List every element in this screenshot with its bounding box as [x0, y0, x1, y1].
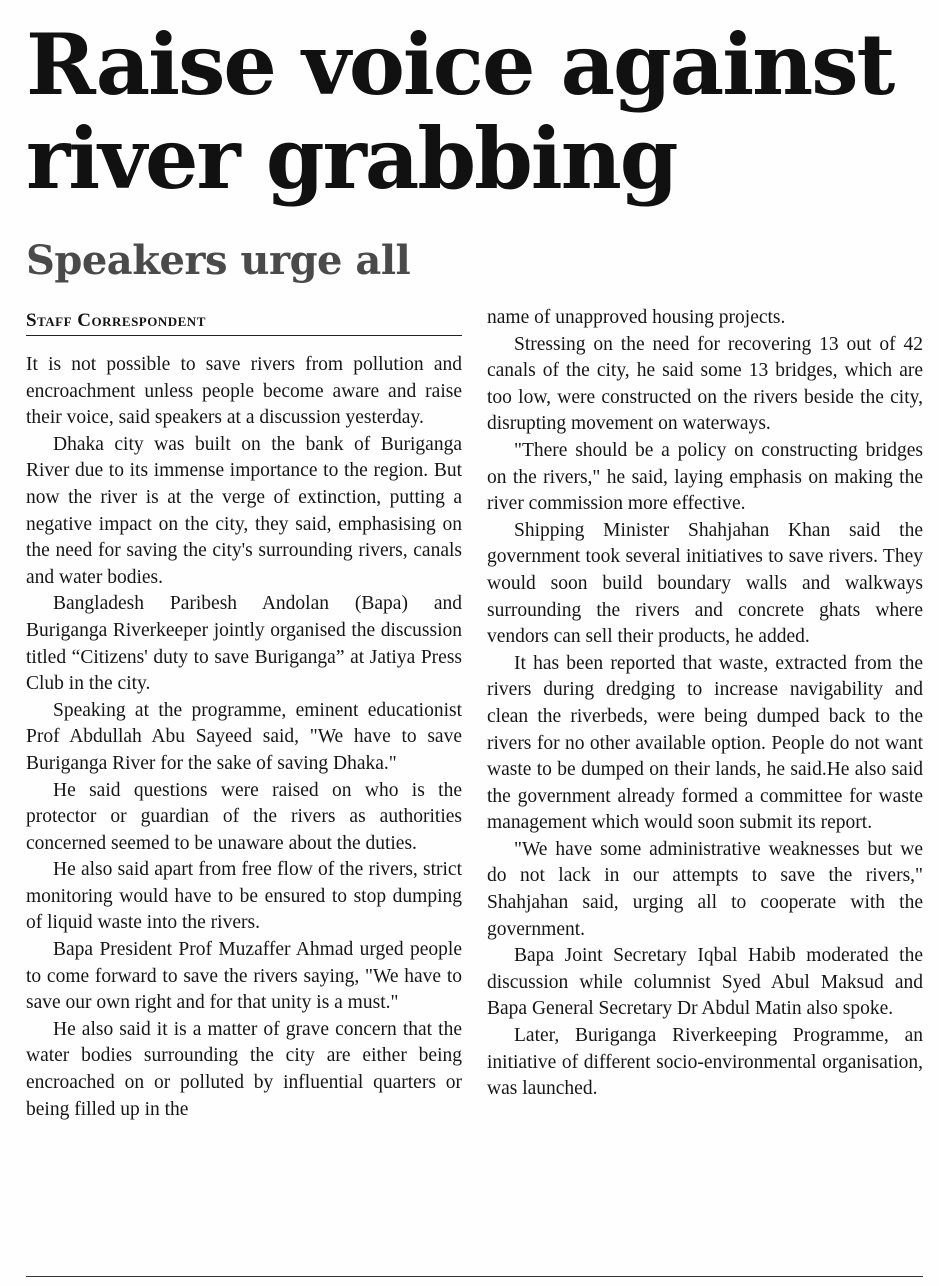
right-column [487, 305, 923, 1103]
paragraph: Stressing on the need for recovering 13 out of 42 canals of the city, he said some 13 bridges, which are too low, were constructed on the rivers beside the city, disrupting movement on waterways. [487, 333, 923, 435]
paragraph: It is not possible to save rivers from pollution and encroachment unless people become aware and raise their voice, said speakers at a discussion yesterday. [26, 354, 462, 429]
bottom-rule [26, 1276, 923, 1277]
paragraph: Bapa President Prof Muzaffer Ahmad urged people to come forward to save the rivers saying, "We have to save our own right and for that unity is a must." [26, 939, 462, 1014]
byline-text: Staff Correspondent [26, 310, 206, 331]
paragraph: Speaking at the programme, eminent educationist Prof Abdullah Abu Sayeed said, "We have to save Buriganga River for the sake of saving Dhaka." [26, 699, 462, 774]
paragraph: Dhaka city was built on the bank of Buriganga River due to its immense importance to the region. But now the river is at the verge of extinction, putting a negative impact on the city, they said, emphasising on the need for saving the city's surrounding rivers, canals and water bodies. [26, 433, 462, 588]
paragraph: Bangladesh Paribesh Andolan (Bapa) and Buriganga Riverkeeper jointly organised the discussion titled “Citizens' duty to save Buriganga” at Jatiya Press Club in the city. [26, 593, 462, 695]
paragraph: It has been reported that waste, extracted from the rivers during dredging to increase navigability and clean the riverbeds, were being dumped back to the rivers for no other available option. People do not want waste to be dumped on their lands, he said.He also said the government already formed a committee for waste management which would soon submit its report. [487, 652, 923, 834]
paragraph: "We have some administrative weaknesses but we do not lack in our attempts to save the rivers," Shahjahan said, urging all to cooperate with the government. [487, 838, 923, 940]
byline [26, 309, 462, 336]
headline-line-1: Raise voice against [26, 15, 894, 114]
paragraph: He said questions were raised on who is the protector or guardian of the rivers as authorities concerned seemed to be unaware about the duties. [26, 779, 462, 854]
paragraph: He also said it is a matter of grave concern that the water bodies surrounding the city are either being encroached on or polluted by influential quarters or being filled up in the [26, 1018, 462, 1120]
paragraph: Shipping Minister Shahjahan Khan said the government took several initiatives to save rivers. They would soon build boundary walls and walkways surrounding the rivers and concrete ghats where vendors can sell their products, he added. [487, 519, 923, 648]
paragraph: "There should be a policy on constructing bridges on the rivers," he said, laying emphasis on making the river commission more effective. [487, 439, 923, 515]
left-column [26, 352, 462, 1123]
headline-line-2: river grabbing [26, 109, 677, 208]
paragraph: He also said apart from free flow of the rivers, strict monitoring would have to be ensured to stop dumping of liquid waste into the rivers. [26, 859, 462, 934]
headline [26, 15, 926, 208]
paragraph-continuation: name of unapproved housing projects. [487, 307, 786, 328]
paragraph: Later, Buriganga Riverkeeping Programme, an initiative of different socio-environmental organisation, was launched. [487, 1025, 923, 1100]
paragraph: Bapa Joint Secretary Iqbal Habib moderated the discussion while columnist Syed Abul Maksud and Bapa General Secretary Dr Abdul Matin also spoke. [487, 945, 923, 1020]
subheadline: Speakers urge all [26, 237, 411, 284]
